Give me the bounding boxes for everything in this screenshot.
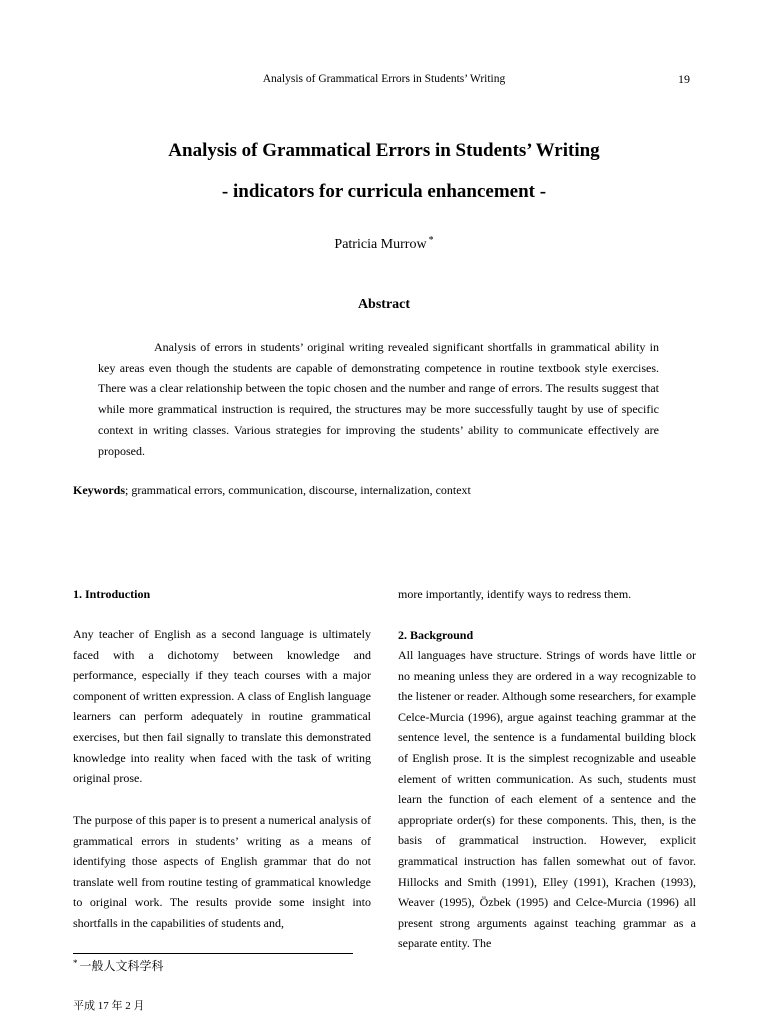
- paper-subtitle: - indicators for curricula enhancement -: [221, 181, 547, 202]
- abstract-body: Analysis of errors in students’ original writing revealed significant shortfalls in grammatical ability in key areas even though the students are capable of demonstrating competence in routine textbook style exercises. There was a clear relationship between the topic chosen and the number and range of errors. The results suggest that while more grammatical instruction is required, the structures may be more successfully taught by use of specific context in writing classes. Various strategies for improving the students’ ability to communicate effectively are proposed.: [98, 340, 659, 458]
- footnote-mark: *: [73, 958, 78, 968]
- footnote-divider: [73, 953, 353, 954]
- author-line: [0, 235, 768, 253]
- continuation-text: more importantly, identify ways to redress them.: [398, 587, 632, 601]
- keywords-label: Keywords: [73, 483, 125, 497]
- paper-title: Analysis of Grammatical Errors in Students’ Writing: [168, 140, 600, 161]
- author-name: Patricia Murrow: [334, 237, 427, 252]
- author-footnote-mark: *: [428, 235, 434, 246]
- footnote: [73, 957, 164, 974]
- keywords-text: ; grammatical errors, communication, discourse, internalization, context: [125, 483, 471, 497]
- section-heading-introduction: 1. Introduction: [73, 587, 151, 601]
- footer-date: 平成 17 年 2 月: [73, 1000, 145, 1012]
- page-number: 19: [678, 72, 690, 86]
- intro-paragraph-1: Any teacher of English as a second language is ultimately faced with a dichotomy between knowledge and performance, especially if they teach courses with a major component of written expression. A class of English language learners can perform adequately in routine grammatical exercises, but then fail signally to translate this demonstrated knowledge into reality when faced with the task of writing original prose.: [73, 627, 371, 786]
- keywords-line: [73, 483, 471, 498]
- section-heading-background: 2. Background: [398, 628, 474, 642]
- running-head: Analysis of Grammatical Errors in Students’ Writing: [262, 73, 506, 85]
- background-paragraph-1: All languages have structure. Strings of words have little or no meaning unless they are ordered in a way recognizable to the listener or reader. Although some researchers, for example Celce-Murcia (1996), argue against teaching grammar at the sentence level, the sentence is a fundamental building block of English prose. It is the simplest recognizable and useable element of written communication. As such, students must learn the function of each element of a sentence and the appropriate order(s) for these components. This, then, is the basis of grammatical instruction. However, explicit grammatical instruction has fallen somewhat out of favor. Hillocks and Smith (1991), Elley (1991), Krachen (1993), Weaver (1995), Özbek (1995) and Celce-Murcia (1996) all present strong arguments against teaching grammar as a separate entity. The: [398, 648, 696, 951]
- intro-paragraph-2: The purpose of this paper is to present a numerical analysis of grammatical errors in students’ writing as a means of identifying those aspects of English grammar that do not translate well from routine testing of grammatical knowledge to original work. The results provide some insight into shortfalls in the capabilities of students and,: [73, 813, 371, 930]
- footnote-text: 一般人文科学科: [79, 959, 164, 973]
- abstract-heading: Abstract: [357, 297, 411, 312]
